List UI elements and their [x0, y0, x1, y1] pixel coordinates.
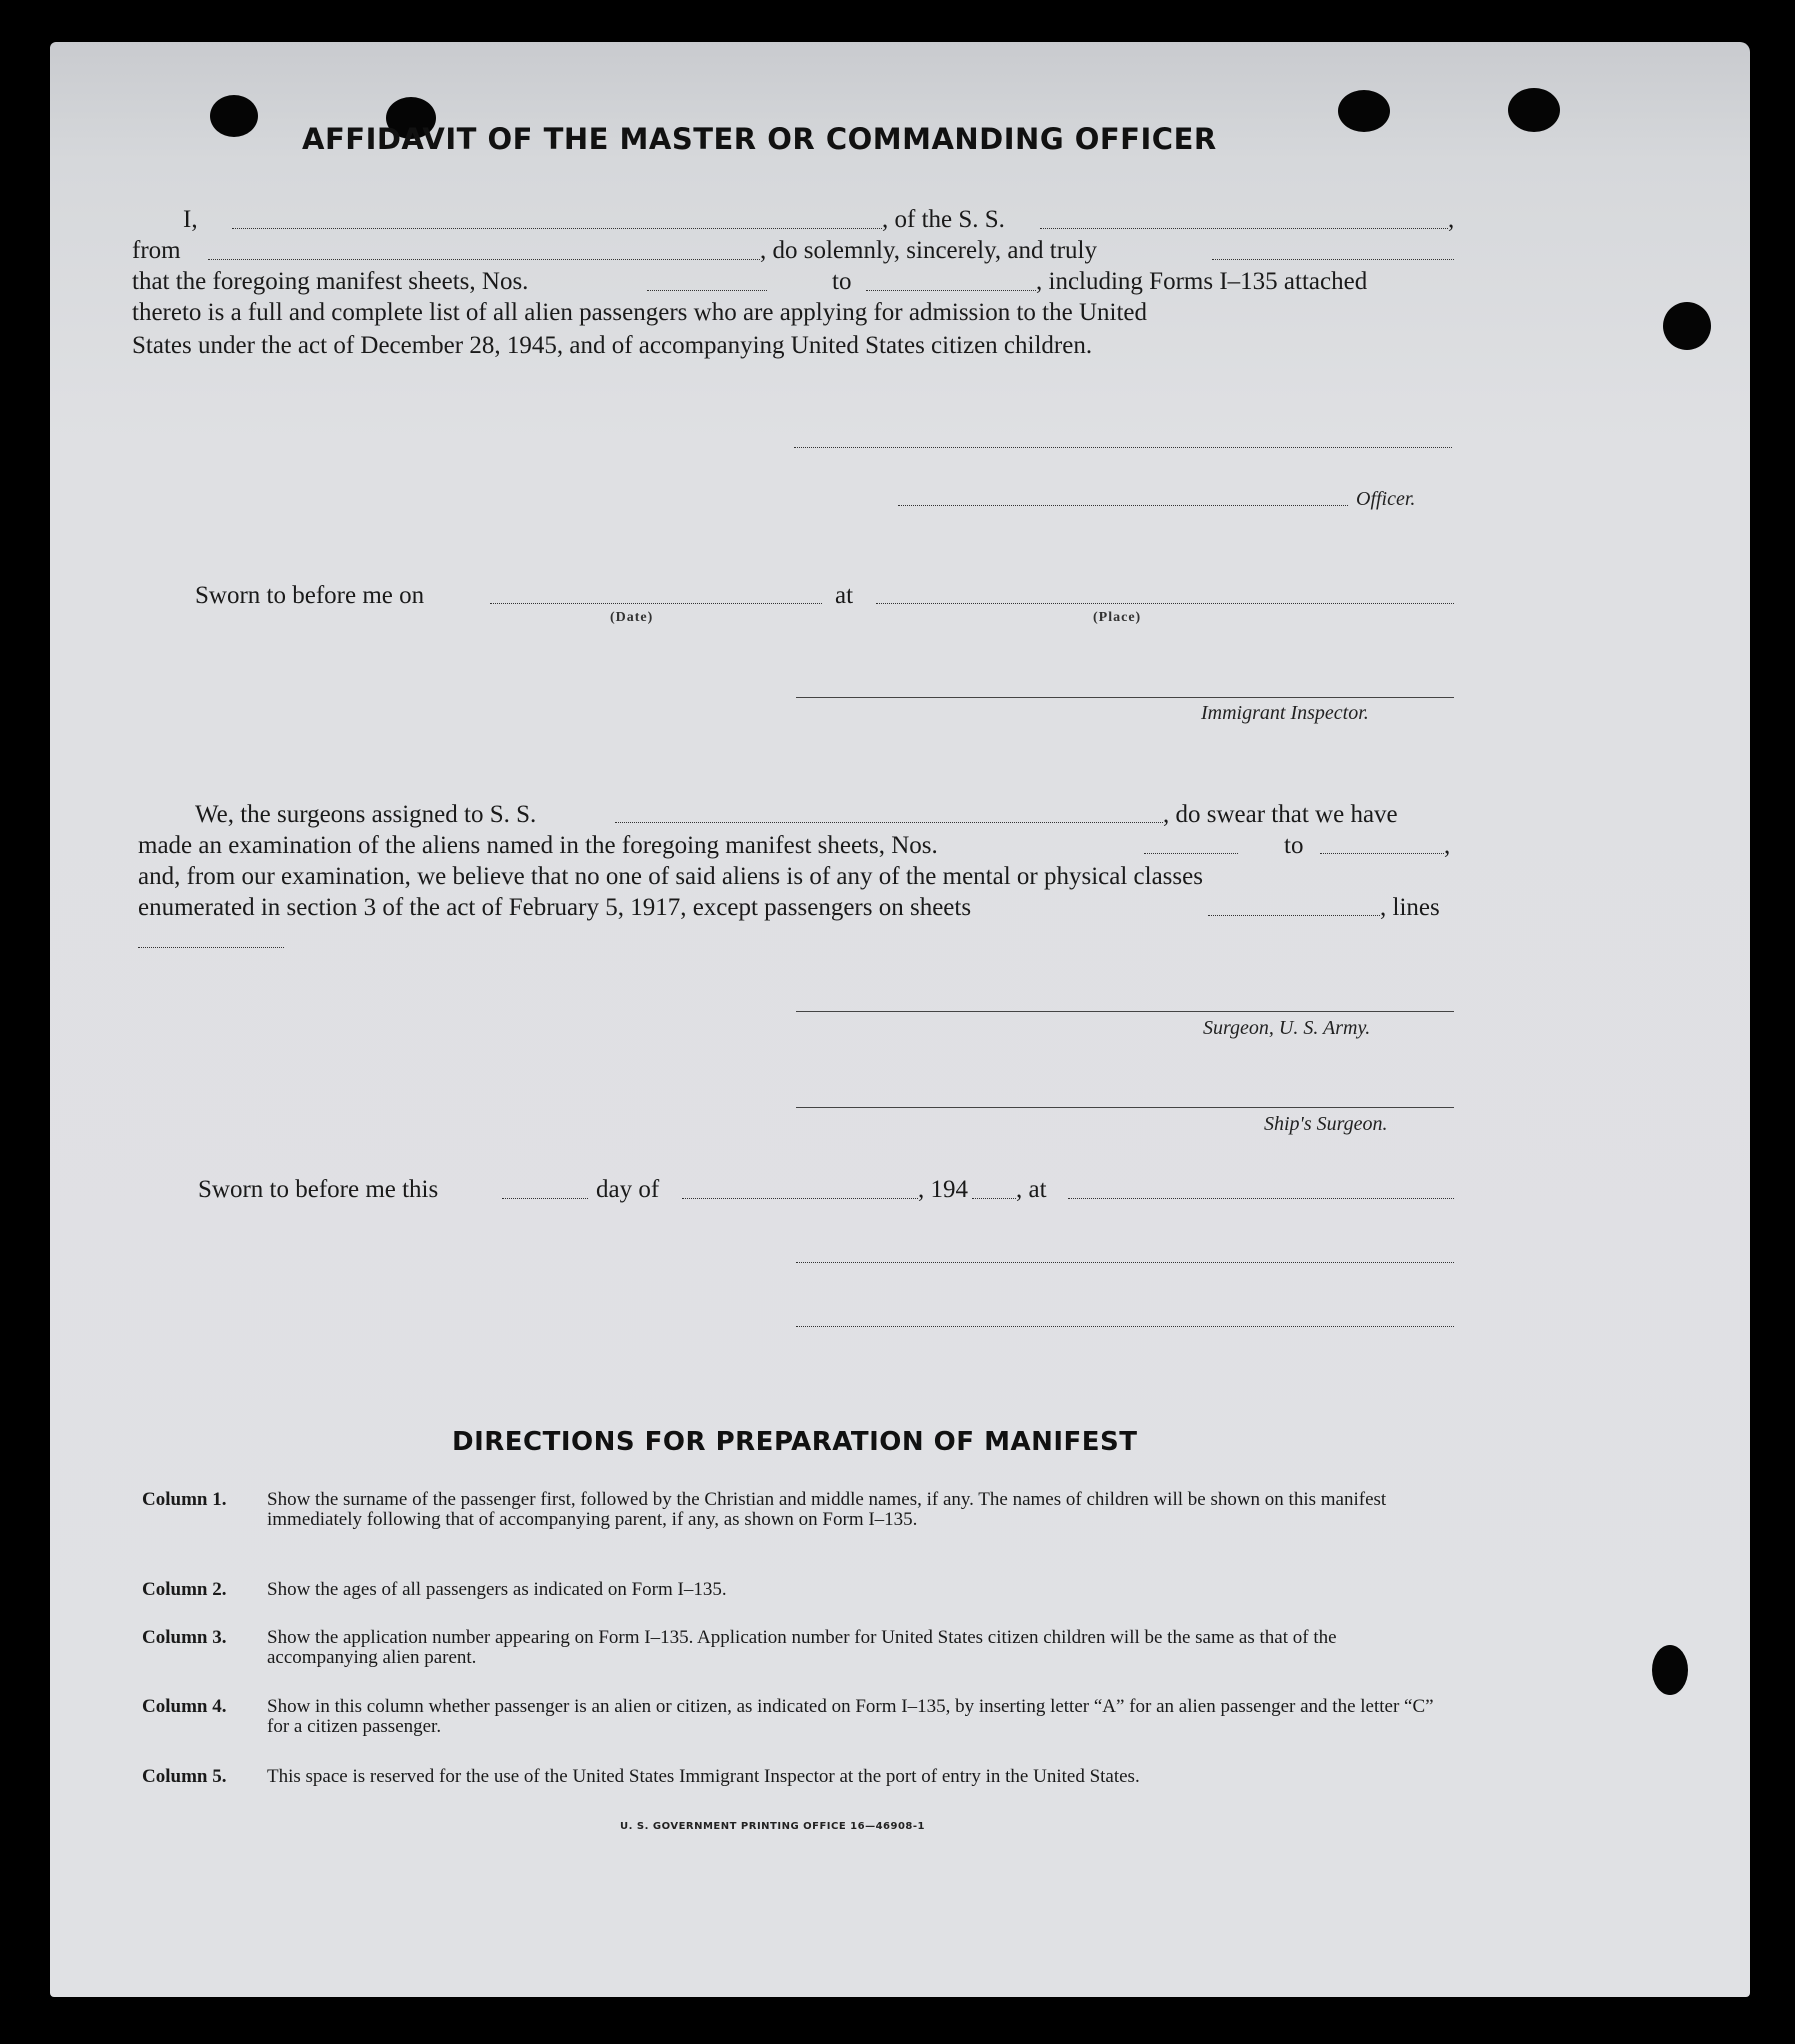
punch-hole-top-right — [1338, 90, 1390, 132]
manifest-sheets-to-field[interactable] — [866, 290, 1036, 291]
army-surgeon-label: Surgeon, U. S. Army. — [1203, 1017, 1371, 1039]
master-signature-line[interactable] — [794, 447, 1452, 448]
sworn2-year-prefix: , 194 — [918, 1176, 968, 1203]
sworn-before-me-on: Sworn to before me on — [195, 582, 425, 609]
affidavit-line-2-swear: , do solemnly, sincerely, and truly — [760, 237, 1097, 264]
surgeons-line-4-lines: , lines — [1380, 894, 1440, 921]
date-caption: (Date) — [610, 610, 654, 625]
except-lines-field[interactable] — [138, 947, 284, 948]
direction-text: Show the application number appearing on Form I–135. Application number for United States citizen children will be the same as that of the accompanying alien parent. — [267, 1627, 1337, 1668]
affidavit-line-3-c: , including Forms I–135 attached — [1036, 268, 1368, 295]
sworn2-title-line[interactable] — [796, 1326, 1454, 1327]
sworn-at: at — [835, 582, 854, 609]
form-title: AFFIDAVIT OF THE MASTER OR COMMANDING OFFICER — [302, 122, 1217, 156]
ship-surgeon-label: Ship's Surgeon. — [1264, 1113, 1388, 1135]
direction-text: Show in this column whether passenger is an alien or citizen, as indicated on Form I–135, by inserting letter “A” for an alien passenger and the letter “C” for a citizen passenger. — [267, 1696, 1434, 1737]
affidavit-line-5: States under the act of December 28, 1945, and of accompanying United States citizen children. — [132, 332, 1093, 359]
surgeons-line-1-a: We, the surgeons assigned to S. S. — [195, 801, 537, 828]
place-caption: (Place) — [1093, 610, 1142, 625]
direction-text: This space is reserved for the use of the United States Immigrant Inspector at the port of entry in the United States. — [267, 1766, 1140, 1787]
affidavit-line-1-i: I, — [183, 206, 198, 233]
affidavit-line-2-from: from — [132, 237, 181, 264]
except-sheets-field[interactable] — [1208, 915, 1380, 916]
direction-column-4 — [142, 1697, 1452, 1739]
ship-name-field[interactable] — [1040, 228, 1448, 229]
sworn2-day-of: day of — [596, 1176, 660, 1203]
direction-label: Column 2. — [142, 1579, 227, 1600]
printing-office-footer: U. S. GOVERNMENT PRINTING OFFICE 16—46908-1 — [620, 1821, 925, 1832]
officer-title-line[interactable] — [898, 505, 1348, 506]
surgeons-line-2-a: made an examination of the aliens named in the foregoing manifest sheets, Nos. — [138, 832, 938, 859]
affidavit-line-1-ship: , of the S. S. — [882, 206, 1005, 233]
direction-column-2 — [142, 1580, 1452, 1602]
manifest-sheets-from-field[interactable] — [647, 290, 767, 291]
army-surgeon-signature-line[interactable] — [796, 1011, 1454, 1012]
oath-word-field[interactable] — [1212, 259, 1454, 260]
punch-hole-right-lower — [1652, 1645, 1688, 1695]
direction-label: Column 4. — [142, 1696, 227, 1717]
direction-label: Column 5. — [142, 1766, 227, 1787]
punch-hole-top-left — [210, 95, 258, 137]
ship-surgeon-signature-line[interactable] — [796, 1107, 1454, 1108]
surgeons-ship-field[interactable] — [615, 822, 1163, 823]
directions-title: DIRECTIONS FOR PREPARATION OF MANIFEST — [452, 1427, 1138, 1457]
sworn2-at: , at — [1016, 1176, 1047, 1203]
punch-hole-right-upper — [1663, 302, 1711, 350]
surgeons-line-4-a: enumerated in section 3 of the act of February 5, 1917, except passengers on sheets — [138, 894, 972, 921]
master-name-field[interactable] — [232, 228, 882, 229]
inspector-signature-line[interactable] — [796, 697, 1454, 698]
direction-column-3 — [142, 1628, 1452, 1670]
direction-text: Show the ages of all passengers as indicated on Form I–135. — [267, 1579, 727, 1600]
direction-label: Column 3. — [142, 1627, 227, 1648]
affidavit-line-4: thereto is a full and complete list of all alien passengers who are applying for admission to the United — [132, 299, 1148, 326]
direction-column-1 — [142, 1490, 1452, 1554]
affidavit-line-3-to: to — [832, 268, 852, 295]
surgeons-sheets-from-field[interactable] — [1144, 853, 1238, 854]
sworn-date-field[interactable] — [490, 603, 822, 604]
from-port-field[interactable] — [208, 259, 760, 260]
sworn2-day-field[interactable] — [502, 1198, 588, 1199]
surgeons-line-2-to: to — [1284, 832, 1304, 859]
direction-text: Show the surname of the passenger first, followed by the Christian and middle names, if any. The names of children will be shown on this manifest immediately following that of accompanying parent, if any, as shown on Form I–135. — [267, 1489, 1387, 1530]
surgeons-line-2-comma: , — [1444, 832, 1451, 859]
sworn2-signature-line[interactable] — [796, 1262, 1454, 1263]
surgeons-sheets-to-field[interactable] — [1320, 853, 1444, 854]
sworn-place-field[interactable] — [876, 603, 1454, 604]
immigrant-inspector-label: Immigrant Inspector. — [1201, 702, 1369, 724]
surgeons-line-3: and, from our examination, we believe that no one of said aliens is of any of the mental or physical classes — [138, 863, 1203, 890]
affidavit-line-1-comma: , — [1448, 206, 1455, 233]
direction-label: Column 1. — [142, 1489, 227, 1510]
officer-label: Officer. — [1356, 488, 1416, 510]
sworn2-place-field[interactable] — [1068, 1198, 1454, 1199]
sworn2-this: Sworn to before me this — [198, 1176, 439, 1203]
direction-column-5 — [142, 1767, 1452, 1809]
surgeons-line-1-b: , do swear that we have — [1163, 801, 1398, 828]
affidavit-line-3-a: that the foregoing manifest sheets, Nos. — [132, 268, 529, 295]
sworn2-month-field[interactable] — [682, 1198, 918, 1199]
sworn2-year-field[interactable] — [972, 1198, 1016, 1199]
punch-hole-top-right-2 — [1508, 88, 1560, 132]
